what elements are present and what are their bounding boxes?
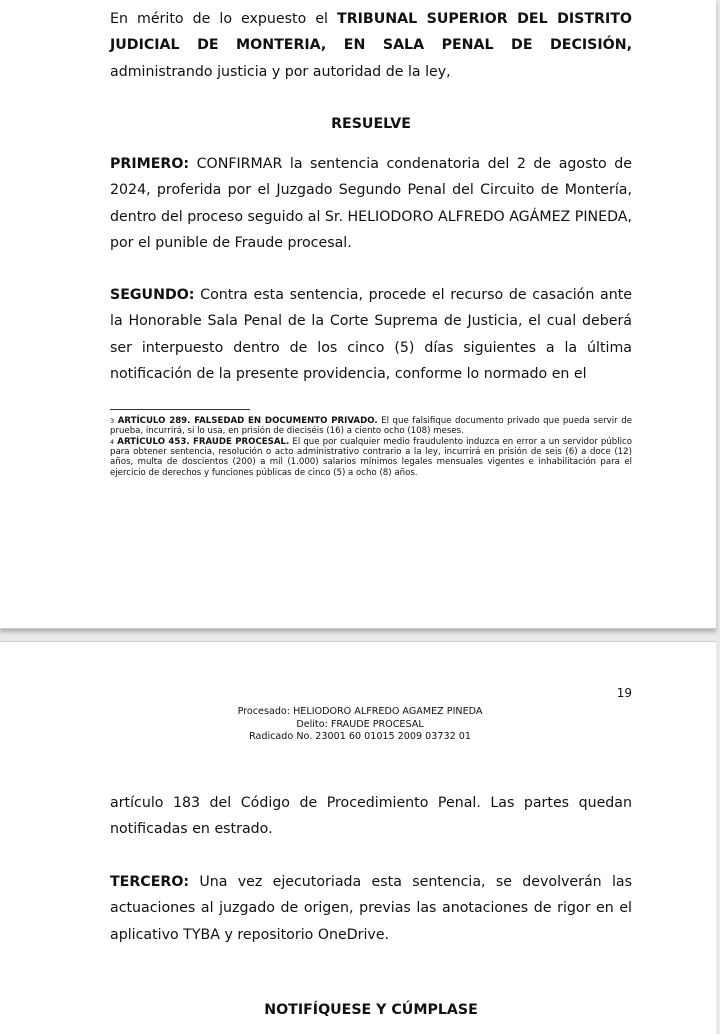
tercero-label: TERCERO: — [110, 874, 190, 890]
header-procesado: Procesado: HELIODORO ALFREDO AGAMEZ PINEDA — [237, 706, 483, 717]
document-page-2 — [0, 641, 716, 1034]
footnote-number: 4 — [110, 438, 115, 446]
segundo-label: SEGUNDO: — [110, 287, 195, 303]
header-delito: Delito: FRAUDE PROCESAL — [296, 718, 424, 730]
footnote-title: ARTÍCULO 453. FRAUDE PROCESAL. — [117, 437, 290, 447]
footnote-text: El que por cualquier medio fraudulento induzca en error a un servidor público para obtener sentencia, resolución o acto administrativo contrario a la ley, incurrirá en prisión de seis (6) a doce (12) años, multa de doscientos (200) a mil (1.000) salarios mínimos legales mensuales vigentes e inhabilitación para el ejercicio de derechos y funciones públicas de cinco (5) a ocho (8) años. — [110, 437, 633, 478]
footnote-text: El que falsifique documento privado que pueda servir de prueba, incurrirá, si lo usa, en prisión de dieciséis (16) a ciento ocho (108) meses. — [110, 416, 632, 437]
tercero-text: Una vez ejecutoriada esta sentencia, se devolverán las actuaciones al juzgado de origen, previas las anotaciones de rigor en el aplicativo TYBA y repositorio OneDrive. — [110, 874, 632, 943]
intro-text-end: administrando justicia y por autoridad de la ley, — [110, 63, 451, 80]
footnote-divider — [110, 409, 250, 410]
primero-paragraph — [110, 151, 632, 256]
primero-label: PRIMERO: — [110, 156, 190, 172]
tercero-paragraph — [110, 869, 632, 948]
intro-paragraph — [110, 6, 632, 85]
intro-text: En mérito de lo expuesto el — [110, 11, 338, 27]
page-number: 19 — [616, 686, 632, 700]
segundo-text: Contra esta sentencia, procede el recurso de casación ante la Honorable Sala Penal de la Corte Suprema de Justicia, el cual deberá ser interpuesto dentro de los cinco (5) días siguientes a la última notificación de la presente providencia, conforme lo normado en el — [110, 287, 632, 382]
primero-text: CONFIRMAR la sentencia condenatoria del 2 de agosto de 2024, proferida por el Juzgado Segundo Penal del Circuito de Montería, dentro del proceso seguido al Sr. HELIODORO ALFREDO AGÁMEZ PINEDA, por el punible de Fraude procesal. — [110, 156, 632, 251]
header-radicado: Radicado No. 23001 60 01015 2009 03732 01 — [249, 731, 471, 742]
footnote-3 — [110, 416, 632, 436]
segundo-paragraph — [110, 282, 632, 387]
court-name: TRIBUNAL SUPERIOR DEL DISTRITO JUDICIAL DE MONTERIA, EN SALA PENAL DE DECISIÓN, — [110, 11, 632, 54]
footnote-4 — [110, 437, 632, 478]
footnote-number: 3 — [110, 417, 115, 425]
closing-heading: NOTIFÍQUESE Y CÚMPLASE — [264, 1002, 478, 1018]
continuation-paragraph: artículo 183 del Código de Procedimiento Penal. Las partes quedan notificadas en estrado. — [110, 795, 632, 838]
resuelve-heading: RESUELVE — [331, 116, 411, 132]
case-header — [110, 706, 610, 744]
footnote-title: ARTÍCULO 289. FALSEDAD EN DOCUMENTO PRIVADO. — [117, 416, 378, 426]
